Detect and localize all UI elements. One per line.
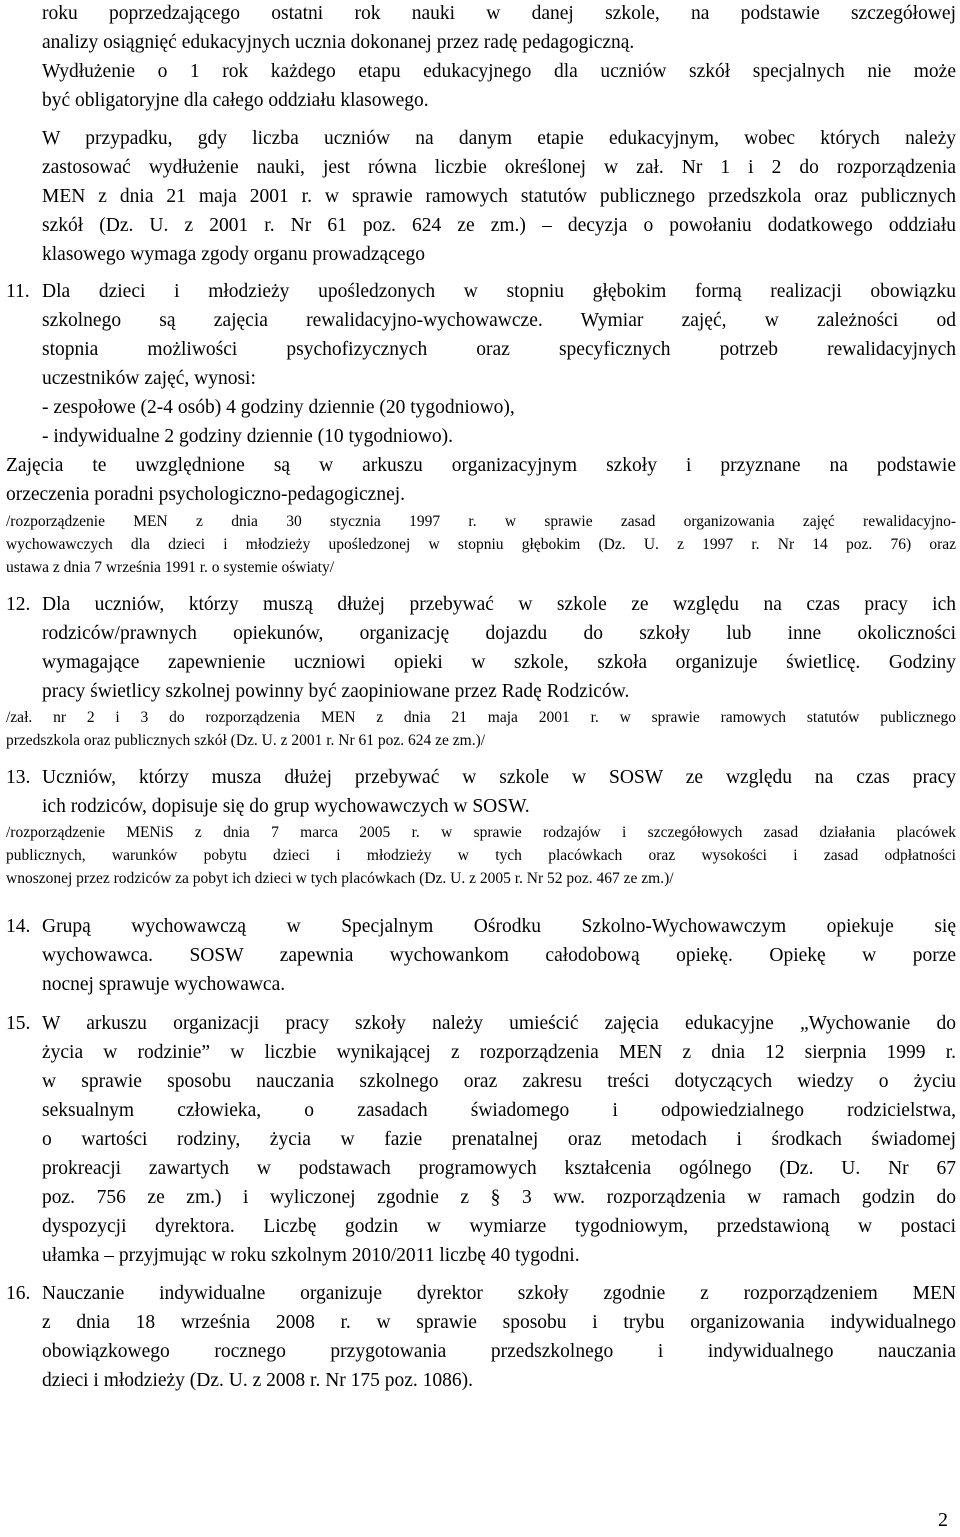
text-line: wychowawczych dla dzieci i młodzieży upośledzonej w stopniu głębokim (Dz. U. z 1997 r. Nr 14 poz. 76) oraz bbox=[6, 536, 956, 553]
text-line: pracy świetlicy szkolnej powinny być zaopiniowane przez Radę Rodziców. bbox=[42, 681, 630, 702]
text-line: orzeczenia poradni psychologiczno-pedagogicznej. bbox=[6, 484, 406, 505]
text-line: nocnej sprawuje wychowawca. bbox=[42, 974, 286, 995]
text-line: dyspozycji dyrektora. Liczbę godzin w wymiarze tygodniowym, przedstawioną w postaci bbox=[42, 1216, 956, 1237]
text-line: - zespołowe (2-4 osób) 4 godziny dziennie (20 tygodniowo), bbox=[42, 397, 515, 418]
text-line: poz. 756 ze zm.) i wyliczonej zgodnie z § 3 ww. rozporządzenia w ramach godzin do bbox=[42, 1187, 956, 1208]
list-number: 12. bbox=[6, 594, 31, 615]
text-line: przedszkola oraz publicznych szkół (Dz. U. z 2001 r. Nr 61 poz. 624 ze zm.)/ bbox=[6, 732, 486, 749]
text-line: Grupą wychowawczą w Specjalnym Ośrodku Szkolno-Wychowawczym opiekuje się bbox=[42, 916, 956, 937]
text-line: w sprawie sposobu nauczania szkolnego oraz zakresu treści dotyczących wiedzy o życiu bbox=[42, 1071, 956, 1092]
text-line: z dnia 18 września 2008 r. w sprawie sposobu i trybu organizowania indywidualnego bbox=[42, 1312, 956, 1333]
text-line: /zał. nr 2 i 3 do rozporządzenia MEN z dnia 21 maja 2001 r. w sprawie ramowych statutów publicznego bbox=[6, 709, 956, 726]
text-line: MEN z dnia 21 maja 2001 r. w sprawie ramowych statutów publicznego przedszkola oraz publicznych bbox=[42, 186, 956, 207]
text-line: ich rodziców, dopisuje się do grup wychowawczych w SOSW. bbox=[42, 796, 530, 817]
text-line: obowiązkowego rocznego przygotowania przedszkolnego i indywidualnego nauczania bbox=[42, 1341, 956, 1362]
text-line: wymagające zapewnienie uczniowi opieki w szkole, szkoła organizuje świetlicę. Godziny bbox=[42, 652, 956, 673]
text-line: Wydłużenie o 1 rok każdego etapu edukacyjnego dla uczniów szkół specjalnych nie może bbox=[42, 61, 956, 82]
text-line: W przypadku, gdy liczba uczniów na danym etapie edukacyjnym, wobec których należy bbox=[42, 128, 956, 149]
text-line: ułamka – przyjmując w roku szkolnym 2010/2011 liczbę 40 tygodni. bbox=[42, 1245, 580, 1266]
text-line: zastosować wydłużenie nauki, jest równa liczbie określonej w zał. Nr 1 i 2 do rozporządzenia bbox=[42, 157, 956, 178]
text-line: uczestników zajęć, wynosi: bbox=[42, 368, 256, 389]
text-line: o wartości rodziny, życia w fazie prenatalnej oraz metodach i środkach świadomej bbox=[42, 1129, 956, 1150]
text-line: /rozporządzenie MEN z dnia 30 stycznia 1997 r. w sprawie zasad organizowania zajęć rewalidacyjno- bbox=[6, 513, 956, 530]
text-line: Dla dzieci i młodzieży upośledzonych w stopniu głębokim formą realizacji obowiązku bbox=[42, 281, 956, 302]
text-line: dzieci i młodzieży (Dz. U. z 2008 r. Nr 175 poz. 1086). bbox=[42, 1370, 474, 1391]
list-number: 11. bbox=[6, 281, 30, 302]
list-number: 13. bbox=[6, 767, 31, 788]
text-line: stopnia możliwości psychofizycznych oraz specyficznych potrzeb rewalidacyjnych bbox=[42, 339, 956, 360]
text-line: Nauczanie indywidualne organizuje dyrektor szkoły zgodnie z rozporządzeniem MEN bbox=[42, 1283, 956, 1304]
text-line: Zajęcia te uwzględnione są w arkuszu organizacyjnym szkoły i przyznane na podstawie bbox=[6, 455, 956, 476]
text-line: ustawa z dnia 7 września 1991 r. o systemie oświaty/ bbox=[6, 559, 335, 576]
list-number: 16. bbox=[6, 1283, 31, 1304]
list-number: 15. bbox=[6, 1013, 31, 1034]
text-line: - indywidualne 2 godziny dziennie (10 tygodniowo). bbox=[42, 426, 454, 447]
text-line: wychowawca. SOSW zapewnia wychowankom całodobową opiekę. Opiekę w porze bbox=[42, 945, 956, 966]
text-line: szkolnego są zajęcia rewalidacyjno-wychowawcze. Wymiar zajęć, w zależności od bbox=[42, 310, 956, 331]
text-line: roku poprzedzającego ostatni rok nauki w danej szkole, na podstawie szczegółowej bbox=[42, 3, 956, 24]
text-line: seksualnym człowieka, o zasadach świadomego i odpowiedzialnego rodzicielstwa, bbox=[42, 1100, 956, 1121]
text-line: publicznych, warunków pobytu dzieci i młodzieży w tych placówkach oraz wysokości i zasad odpłatności bbox=[6, 847, 956, 864]
text-line: Uczniów, którzy musza dłużej przebywać w szkole w SOSW ze względu na czas pracy bbox=[42, 767, 956, 788]
text-line: klasowego wymaga zgody organu prowadzącego bbox=[42, 244, 426, 265]
text-line: życia w rodzinie” w liczbie wynikającej z rozporządzenia MEN z dnia 12 sierpnia 1999 r. bbox=[42, 1042, 956, 1063]
list-number: 14. bbox=[6, 916, 31, 937]
text-line: być obligatoryjne dla całego oddziału klasowego. bbox=[42, 90, 429, 111]
page-number: 2 bbox=[938, 1509, 948, 1531]
text-line: szkół (Dz. U. z 2001 r. Nr 61 poz. 624 ze zm.) – decyzja o powołaniu dodatkowego oddziału bbox=[42, 215, 956, 236]
text-line: rodziców/prawnych opiekunów, organizację dojazdu do szkoły lub inne okoliczności bbox=[42, 623, 956, 644]
text-line: /rozporządzenie MENiS z dnia 7 marca 2005 r. w sprawie rodzajów i szczegółowych zasad działania placówek bbox=[6, 824, 956, 841]
text-line: analizy osiągnięć edukacyjnych ucznia dokonanej przez radę pedagogiczną. bbox=[42, 32, 635, 53]
text-line: W arkuszu organizacji pracy szkoły należy umieścić zajęcia edukacyjne „Wychowanie do bbox=[42, 1013, 956, 1034]
text-line: wnoszonej przez rodziców za pobyt ich dzieci w tych placówkach (Dz. U. z 2005 r. Nr 52 poz. 467 ze zm.)/ bbox=[6, 870, 674, 887]
text-line: Dla uczniów, którzy muszą dłużej przebywać w szkole ze względu na czas pracy ich bbox=[42, 594, 956, 615]
text-line: prokreacji zawartych w podstawach programowych kształcenia ogólnego (Dz. U. Nr 67 bbox=[42, 1158, 956, 1179]
